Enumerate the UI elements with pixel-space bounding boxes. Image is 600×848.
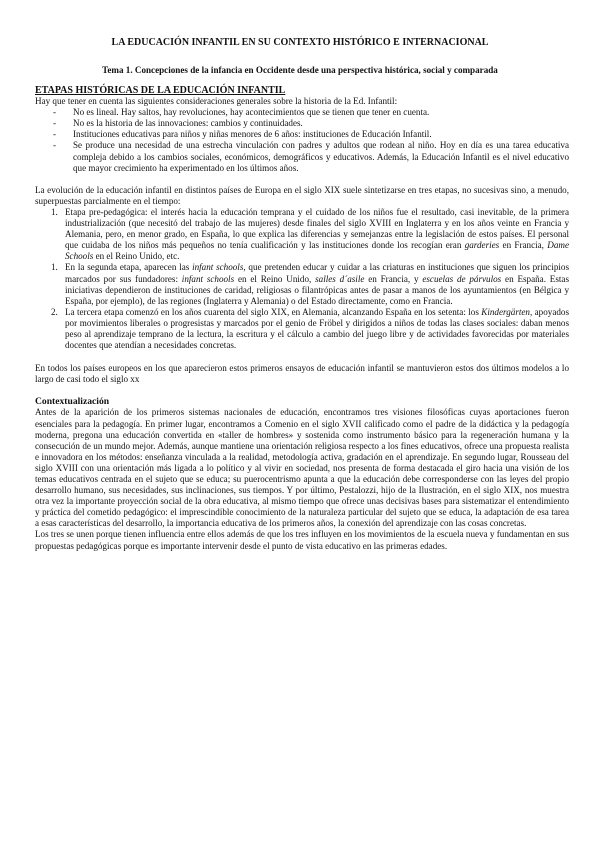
document-body	[35, 85, 569, 552]
stage-text: Etapa pre-pedagógica: el interés hacia la educación temprana y el cuidado de los niños fue el resultado, casi inevitable, de la primera industrialización (que necesitó del trabajo de las mujeres) desde finales del siglo XVIII en Inglaterra y en los años veinte en Francia y Alemania, pero, en menor grado, en España, lo que explica las diferencias y semejanzas entre la legislación de estos países. El personal que cuidaba de los niños más pequeños no tenía cualificación y las instituciones donde los recogían eran garderies en Francia, Dame Schools en el Reino Unido, etc.	[65, 206, 569, 262]
context-paragraph-2: Los tres se unen porque tienen influencia entre ellos además de que los tres influyen en los movimientos de la escuela nueva y fundamentan en sus propuestas pedagógicas porque es importante intervenir desde el punto de vista educativo en las primeras edades.	[35, 529, 569, 551]
section-heading-contextualizacion: Contextualización	[35, 396, 110, 408]
list-item	[35, 107, 569, 118]
list-item-text: - No es lineal. Hay saltos, hay revoluciones, hay acontecimientos que se tienen que tener en cuenta.	[73, 107, 430, 118]
context-paragraph: Antes de la aparición de los primeros sistemas nacionales de educación, encontramos tres visiones filosóficas cuyas aportaciones fueron esenciales para la pedagogía. En primer lugar, encontramos a Comenio en el siglo XVII calificado como el padre de la didáctica y la pedagogía moderna, pregona una educación convertida en «taller de hombres» y sostenida como instrumento básico para la regeneración humana y la consecución de un mundo mejor. Además, aunque mantiene una orientación religiosa respecto a los fines educativos, ofrece una propuesta realista e innovadora en los métodos: enseñanza vinculada a la realidad, metodología activa, gradación en el aprendizaje. En segundo lugar, Rousseau del siglo XVIII con una orientación más ligada a lo político y al vivir en sociedad, nos presenta de forma destacada el giro hacia una visión de los temas educativos centrada en el sujeto que se educa; su puerocentrismo apunta a que la educación debe corresponderse con las leyes del propio desarrollo humano, sus necesidades, sus inclinaciones, sus tiempos. Y por último, Pestalozzi, hijo de la Ilustración, en el siglo XIX, nos muestra otra vez la importante proyección social de la obra educativa, al mismo tiempo que ofrece unas decisivas bases para sistematizar el entendimiento y práctica del cometido pedagógico: el imprescindible conocimiento de la naturaleza particular del sujeto que se educa, la adaptación de esa tarea a esas características del desarrollo, la importancia educativa de los primeros años, la conexión del aprendizaje con las cosas concretas.	[35, 407, 569, 529]
list-item-text: - No es la historia de las innovaciones: cambios y continuidades.	[73, 118, 303, 129]
list-item	[35, 118, 569, 129]
list-item	[35, 129, 569, 140]
stage-item	[35, 207, 569, 262]
list-item-text: - Instituciones educativas para niños y niñas menores de 6 años: instituciones de Educación Infantil.	[73, 129, 432, 140]
stage-item	[35, 262, 569, 306]
section-heading-etapas: ETAPAS HISTÓRICAS DE LA EDUCACIÓN INFANTIL	[35, 85, 286, 96]
considerations-list	[35, 107, 569, 174]
document-title: LA EDUCACIÓN INFANTIL EN SU CONTEXTO HISTÓRICO E INTERNACIONAL	[111, 37, 489, 48]
list-item-text: - Se produce una necesidad de una estrecha vinculación con padres y adultos que rodean al niño. Hoy en día es una tarea educativa compleja debido a los cambios sociales, económicos, demográficos y educativos. Además, la Educación Infantil es el nivel educativo que mayor crecimiento ha experimentado en los últimos años.	[73, 140, 569, 173]
intro-paragraph: Hay que tener en cuenta las siguientes consideraciones generales sobre la historia de la Ed. Infantil:	[35, 96, 398, 107]
document-subtitle: Tema 1. Concepciones de la infancia en Occidente desde una perspectiva histórica, social y comparada	[102, 65, 498, 75]
closing-paragraph: En todos los países europeos en los que aparecieron estos primeros ensayos de educación infantil se mantuvieron estos dos últimos modelos a lo largo de casi todo el siglo xx	[35, 363, 569, 385]
evolution-paragraph: La evolución de la educación infantil en distintos países de Europa en el siglo XIX suele sintetizarse en tres etapas, no sucesivas sino, a menudo, superpuestas parcialmente en el tiempo:	[35, 184, 569, 206]
list-item	[35, 140, 569, 173]
stage-text: En la segunda etapa, aparecen las infant schools, que pretenden educar y cuidar a las criaturas en instituciones que siguen los principios marcados por sus fundadores: infant schools en el Reino Unido, salles d´asile en Francia, y escuelas de párvulos en España. Estas iniciativas dependieron de instituciones de caridad, religiosas o filantrópicas antes de pasar a manos de los ayuntamientos (en Bélgica y España, por ejemplo), de las regiones (Inglaterra y Alemania) o del Estado directamente, como en Francia.	[65, 262, 569, 306]
stage-number: 2.	[51, 306, 58, 317]
stage-text: La tercera etapa comenzó en los años cuarenta del siglo XIX, en Alemania, alcanzando España en los setenta: los Kindergärten, apoyados por movimientos liberales o progresistas y marcados por el genio de Fröbel y dirigidos a niños de todas las clases sociales: daban menos peso al aprendizaje temprano de la lectura, la escritura y el cálculo a cambio del juego libre y de actividades favorecidas por materiales docentes que atendían a necesidades concretas.	[65, 306, 569, 351]
stage-number: 1.	[51, 262, 58, 273]
stage-item	[35, 307, 569, 351]
stage-number: 1.	[51, 206, 58, 217]
stages-list	[35, 207, 569, 351]
